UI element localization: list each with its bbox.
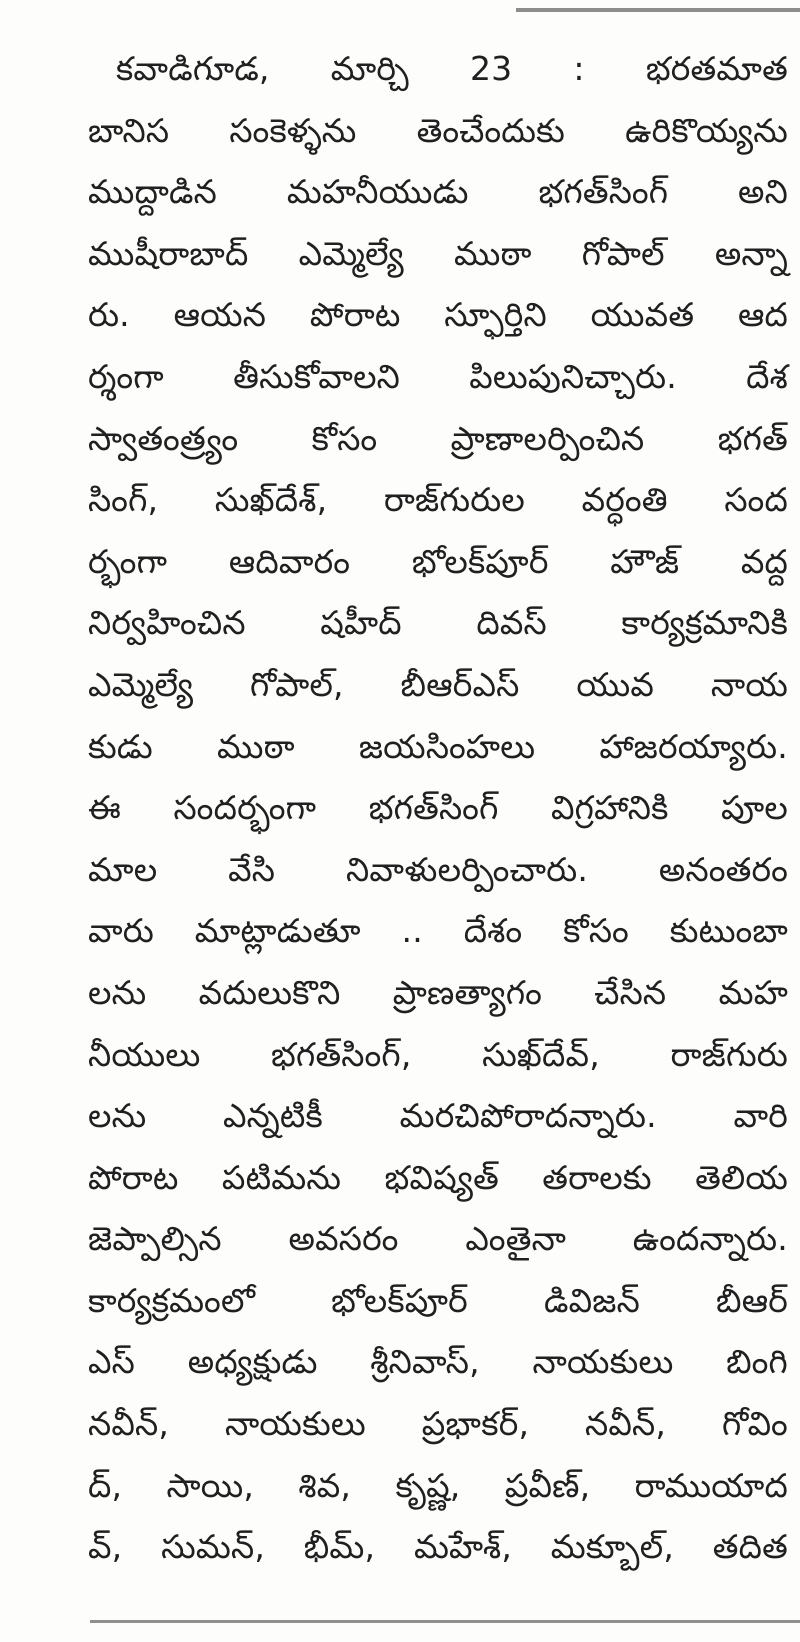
article-line: కార్యక్రమంలో భోలక్‌పూర్ డివిజన్ బీఆర్ <box>88 1280 788 1320</box>
article-line: స్వాతంత్ర్యం కోసం ప్రాణాలర్పించిన భగత్ <box>88 418 788 458</box>
article-line: నిర్వహించిన షహీద్ దివస్ కార్యక్రమానికి <box>88 603 788 643</box>
article-line: ద్, సాయి, శివ, కృష్ణ, ప్రవీణ్, రాముయాద <box>88 1465 788 1505</box>
article-line: కవాడిగూడ, మార్చి 23 : భరతమాత <box>116 49 788 88</box>
article-line: ఎస్ అధ్యక్షుడు శ్రీనివాస్, నాయకులు బింగి <box>88 1342 788 1382</box>
article-line: మాల వేసి నివాళులర్పించారు. అనంతరం <box>88 849 788 889</box>
article-line: ముషీరాబాద్ ఎమ్మెల్యే ముఠా గోపాల్ అన్నా <box>88 233 788 273</box>
bottom-rule <box>90 1620 800 1623</box>
article-line: నవీన్, నాయకులు ప్రభాకర్, నవీన్, గోవిం <box>88 1404 788 1444</box>
article-body <box>88 38 788 1578</box>
article-line: నీయులు భగత్‌సింగ్, సుఖ్‌దేవ్, రాజ్‌గురు <box>88 1034 788 1074</box>
article-line: పోరాట పటిమను భవిష్యత్ తరాలకు తెలియ <box>88 1157 788 1197</box>
article-line: ర్శంగా తీసుకోవాలని పిలుపునిచ్చారు. దేశ <box>88 356 788 396</box>
article-line: వ్, సుమన్, భీమ్, మహేశ్, మక్బూల్, తదిత <box>88 1527 788 1567</box>
article-line: సింగ్, సుఖ్‌దేశ్, రాజ్‌గురుల వర్ధంతి సంద <box>88 480 788 520</box>
top-rule <box>516 8 800 12</box>
article-line: కుడు ముఠా జయసింహలు హాజరయ్యారు. <box>88 726 788 766</box>
article-line: జెప్పాల్సిన అవసరం ఎంతైనా ఉందన్నారు. <box>88 1219 788 1259</box>
article-line: లను ఎన్నటికీ మరచిపోరాదన్నారు. వారి <box>88 1096 788 1136</box>
article-line: ర్భంగా ఆదివారం భోలక్‌పూర్ హౌజ్ వద్ద <box>88 541 788 581</box>
article-line: ఈ సందర్భంగా భగత్‌సింగ్ విగ్రహానికి పూల <box>88 788 788 828</box>
article-line: ముద్దాడిన మహనీయుడు భగత్‌సింగ్ అని <box>88 172 788 212</box>
article-line: బానిస సంకెళ్ళను తెంచేందుకు ఉరికొయ్యను <box>88 110 788 150</box>
article-line: ఎమ్మెల్యే గోపాల్, బీఆర్ఎస్ యువ నాయ <box>88 664 788 704</box>
article-line: వారు మాట్లాడుతూ .. దేశం కోసం కుటుంబా <box>88 911 788 951</box>
article-line: రు. ఆయన పోరాట స్ఫూర్తిని యువత ఆద <box>88 295 788 335</box>
article-line: లను వదులుకొని ప్రాణత్యాగం చేసిన మహ <box>88 972 788 1012</box>
